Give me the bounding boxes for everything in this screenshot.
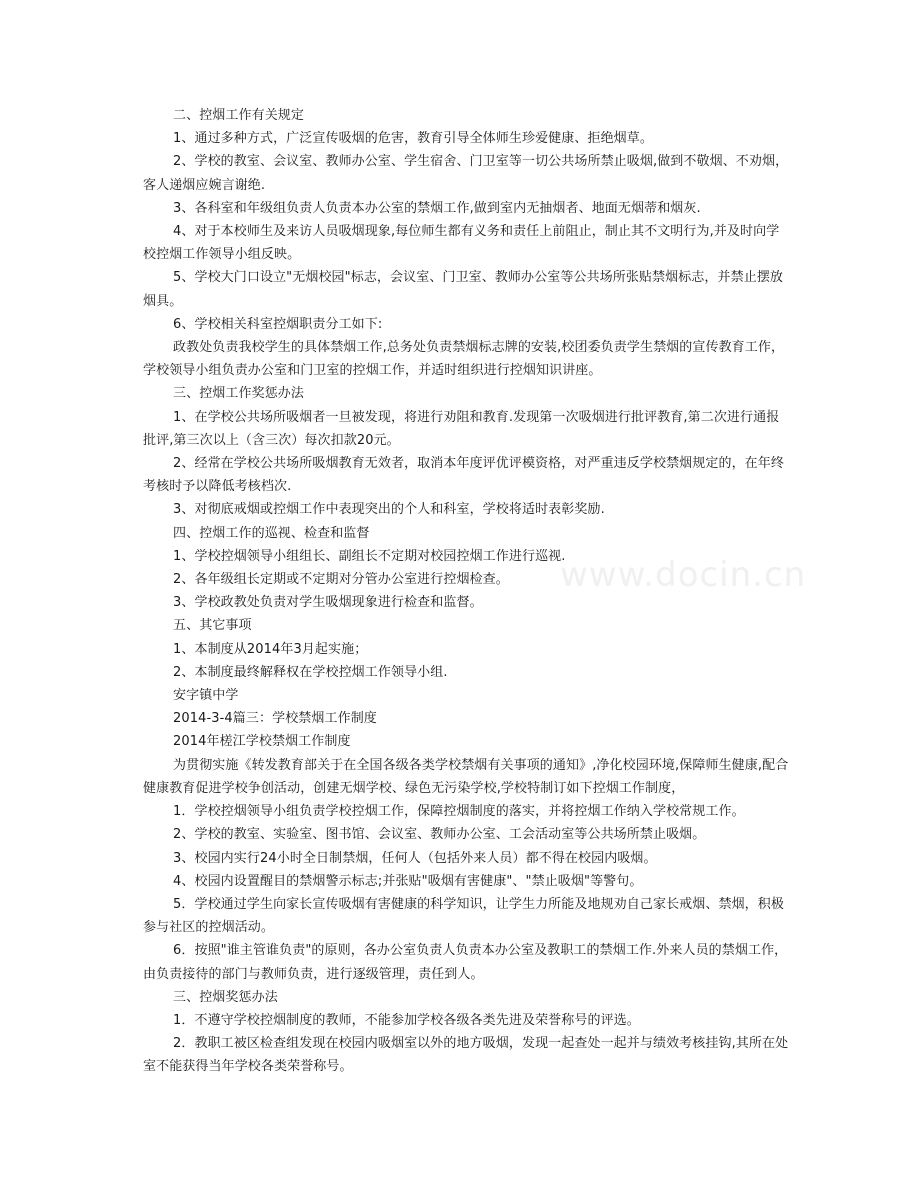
section-heading-3b: 三、控烟奖惩办法 [173,989,278,1005]
paragraph: 3、各科室和年级组负责人负责本办公室的禁烟工作,做到室内无抽烟者、地面无烟蒂和烟灰. [173,200,701,216]
document-body [143,104,791,1079]
paragraph: 1、通过多种方式，广泛宣传吸烟的危害，教育引导全体师生珍爱健康、拒绝烟草。 [173,131,653,147]
paragraph: 为贯彻实施《转发教育部关于在全国各级各类学校禁烟有关事项的通知》,净化校园环境,保障师生健康,配合健康教育促进学校争创活动，创建无烟学校、绿色无污染学校,学校特制订如下控烟工作制度， [143,757,789,796]
section-heading-5: 五、其它事项 [173,618,252,634]
watermark: www.docin.cn [560,555,807,595]
paragraph: 4、校园内设置醒目的禁烟警示标志;并张贴"吸烟有害健康"、"禁止吸烟"等警句。 [173,873,643,889]
paragraph: 政教处负责我校学生的具体禁烟工作,总务处负责禁烟标志牌的安装,校团委负责学生禁烟的宣传教育工作，学校领导小组负责办公室和门卫室的控烟工作，并适时组织进行控烟知识讲座。 [143,340,785,379]
paragraph: 3、对彻底戒烟或控烟工作中表现突出的个人和科室，学校将适时表彰奖励. [173,502,605,518]
document-title: 2014年槎江学校禁烟工作制度 [173,734,351,750]
paragraph: 1、本制度从2014年3月起实施； [173,641,368,657]
paragraph: 1、在学校公共场所吸烟者一旦被发现，将进行劝阻和教育.发现第一次吸烟进行批评教育,第二次进行通报批评,第三次以上（含三次）每次扣款20元。 [143,409,780,448]
section-heading-3: 三、控烟工作奖惩办法 [173,386,305,402]
paragraph: 2、本制度最终解释权在学校控烟工作领导小组. [173,664,448,680]
paragraph: 1．学校控烟领导小组负责学校控烟工作，保障控烟制度的落实，并将控烟工作纳入学校常规工作。 [173,804,745,820]
paragraph: 1、学校控烟领导小组组长、副组长不定期对校园控烟工作进行巡视. [173,548,566,564]
paragraph: 3、学校政教处负责对学生吸烟现象进行检查和监督。 [173,595,483,611]
date-and-heading: 2014-3-4篇三：学校禁烟工作制度 [173,711,377,727]
paragraph: 4、对于本校师生及来访人员吸烟现象,每位师生都有义务和责任上前阻止，制止其不文明行为,并及时向学校控烟工作领导小组反映。 [143,224,780,263]
paragraph: 2、学校的教室、实验室、图书馆、会议室、教师办公室、工会活动室等公共场所禁止吸烟。 [173,827,706,843]
paragraph: 2、各年级组长定期或不定期对分管办公室进行控烟检查。 [173,572,509,588]
paragraph: 2、学校的教室、会议室、教师办公室、学生宿舍、门卫室等一切公共场所禁止吸烟,做到不敬烟、不劝烟，客人递烟应婉言谢绝. [143,154,789,193]
paragraph: 5、学校大门口设立"无烟校园"标志，会议室、门卫室、教师办公室等公共场所张贴禁烟标志，并禁止摆放烟具。 [143,270,784,309]
signature-school: 安字镇中学 [173,688,239,704]
paragraph: 2．教职工被区检查组发现在校园内吸烟室以外的地方吸烟，发现一起查处一起并与绩效考核挂钩,其所在处室不能获得当年学校各类荣誉称号。 [143,1036,789,1075]
section-heading-2: 二、控烟工作有关规定 [173,108,305,123]
paragraph: 6、学校相关科室控烟职责分工如下: [173,316,383,332]
paragraph: 1．不遵守学校控烟制度的教师，不能参加学校各级各类先进及荣誉称号的评选。 [173,1012,640,1028]
section-heading-4: 四、控烟工作的巡视、检查和监督 [173,525,370,541]
paragraph: 5．学校通过学生向家长宣传吸烟有害健康的科学知识，让学生力所能及地规劝自己家长戒烟、禁烟，积极参与社区的控烟活动。 [143,896,784,936]
paragraph: 2、经常在学校公共场所吸烟教育无效者，取消本年度评优评模资格，对严重违反学校禁烟规定的，在年终考核时予以降低考核档次. [143,456,784,495]
paragraph: 6．按照"谁主管谁负责"的原则，各办公室负责人负责本办公室及教职工的禁烟工作.外来人员的禁烟工作，由负责接待的部门与教师负责，进行逐级管理，责任到人。 [143,943,788,982]
paragraph: 3、校园内实行24小时全日制禁烟，任何人（包括外来人员）都不得在校园内吸烟。 [173,850,657,866]
